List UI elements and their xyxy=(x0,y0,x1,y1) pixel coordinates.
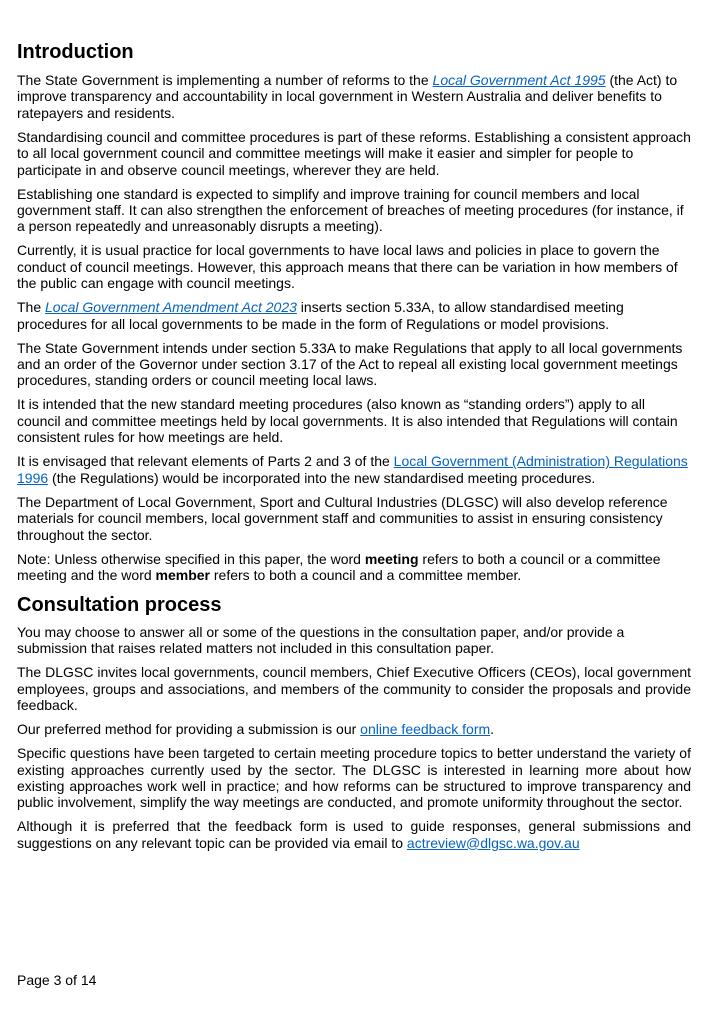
term-meeting: meeting xyxy=(364,550,419,567)
intro-paragraph-1 xyxy=(17,72,691,121)
online-feedback-form-link[interactable]: online feedback form xyxy=(360,721,491,738)
intro-paragraph-7: It is intended that the new standard meeting procedures (also known as “standing orders”) apply to all council and committee meetings held by local governments. It is also intended that Regulations will contain consistent rules for how meetings are held. xyxy=(17,396,678,446)
page-number: Page 3 of 14 xyxy=(17,972,97,988)
intro-paragraph-4: Currently, it is usual practice for local governments to have local laws and policies in place to govern the conduct of council meetings. However, this approach means that there can be variation in how members of the public can engage with council meetings. xyxy=(17,242,678,292)
text: (the Regulations) would be incorporated into the new standardised meeting procedures. xyxy=(48,469,596,486)
term-member: member xyxy=(155,566,210,583)
text: inserts section 5.33A, to allow standardised meeting procedures for all local governments to be made in the form of Regulations or model provisions. xyxy=(17,299,624,332)
intro-note-paragraph xyxy=(17,551,691,584)
intro-paragraph-2: Standardising council and committee procedures is part of these reforms. Establishing a consistent approach to all local government council and committee meetings will make it easier and simpler for people to participate in and observe council meetings, wherever they are held. xyxy=(17,128,691,178)
text: refers to both a council or a committee meeting and the word xyxy=(17,550,661,583)
consultation-paragraph-3 xyxy=(17,721,691,737)
local-government-act-1995-link[interactable]: Local Government Act 1995 xyxy=(432,72,606,88)
text: Note: Unless otherwise specified in this paper, the word xyxy=(17,550,365,567)
intro-paragraph-8 xyxy=(17,453,691,486)
intro-paragraph-9: The Department of Local Government, Sport and Cultural Industries (DLGSC) will also develop reference materials for council members, local government staff and communities to assist in ensuring consistency throughout the sector. xyxy=(17,493,668,543)
consultation-paragraph-4: Specific questions have been targeted to certain meeting procedure topics to better understand the variety of existing approaches currently used by the sector. The DLGSC is interested in learning more about how existing approaches work well in practice; and how reforms can be structured to improve transparency and public involvement, simplify the way meetings are conducted, and promote uniformity throughout the sector. xyxy=(17,745,691,811)
consultation-paragraph-2: The DLGSC invites local governments, council members, Chief Executive Officers (CEOs), local government employees, groups and associations, and members of the community to consider the proposals and provide feedback. xyxy=(17,664,691,714)
introduction-heading: Introduction xyxy=(17,41,134,63)
text: The xyxy=(17,299,46,316)
consultation-paragraph-1: You may choose to answer all or some of the questions in the consultation paper, and/or provide a submission that raises related matters not included in this consultation paper. xyxy=(17,623,625,657)
intro-paragraph-5 xyxy=(17,299,691,332)
text: . xyxy=(490,721,495,738)
actreview-email-link[interactable]: actreview@dlgsc.wa.gov.au xyxy=(406,834,580,851)
document-page xyxy=(17,38,691,859)
local-government-amendment-act-2023-link[interactable]: Local Government Amendment Act 2023 xyxy=(45,299,297,316)
administration-regulations-1996-link[interactable]: Local Government (Administration) Regulations 1996 xyxy=(17,453,688,486)
consultation-paragraph-5 xyxy=(17,818,691,851)
text: It is envisaged that relevant elements of Parts 2 and 3 of the xyxy=(17,453,394,470)
text: The State Government is implementing a number of reforms to the xyxy=(17,72,433,88)
text: refers to both a council and a committee member. xyxy=(210,566,522,583)
intro-paragraph-3: Establishing one standard is expected to simplify and improve training for council members and local government staff. It can also strengthen the enforcement of breaches of meeting procedures (for instance, if a person repeatedly and unreasonably disrupts a meeting). xyxy=(17,185,684,235)
text: (the Act) to improve transparency and accountability in local government in Western Australia and deliver benefits to ratepayers and residents. xyxy=(17,72,678,121)
text: Our preferred method for providing a submission is our xyxy=(17,721,361,738)
text: Although it is preferred that the feedback form is used to guide responses, general submissions and suggestions on any relevant topic can be provided via email to xyxy=(17,818,691,851)
intro-paragraph-6: The State Government intends under section 5.33A to make Regulations that apply to all local governments and an order of the Governor under section 3.17 of the Act to repeal all existing local government meetings procedures, standing orders or council meeting local laws. xyxy=(17,339,683,389)
consultation-heading: Consultation process xyxy=(17,593,222,616)
